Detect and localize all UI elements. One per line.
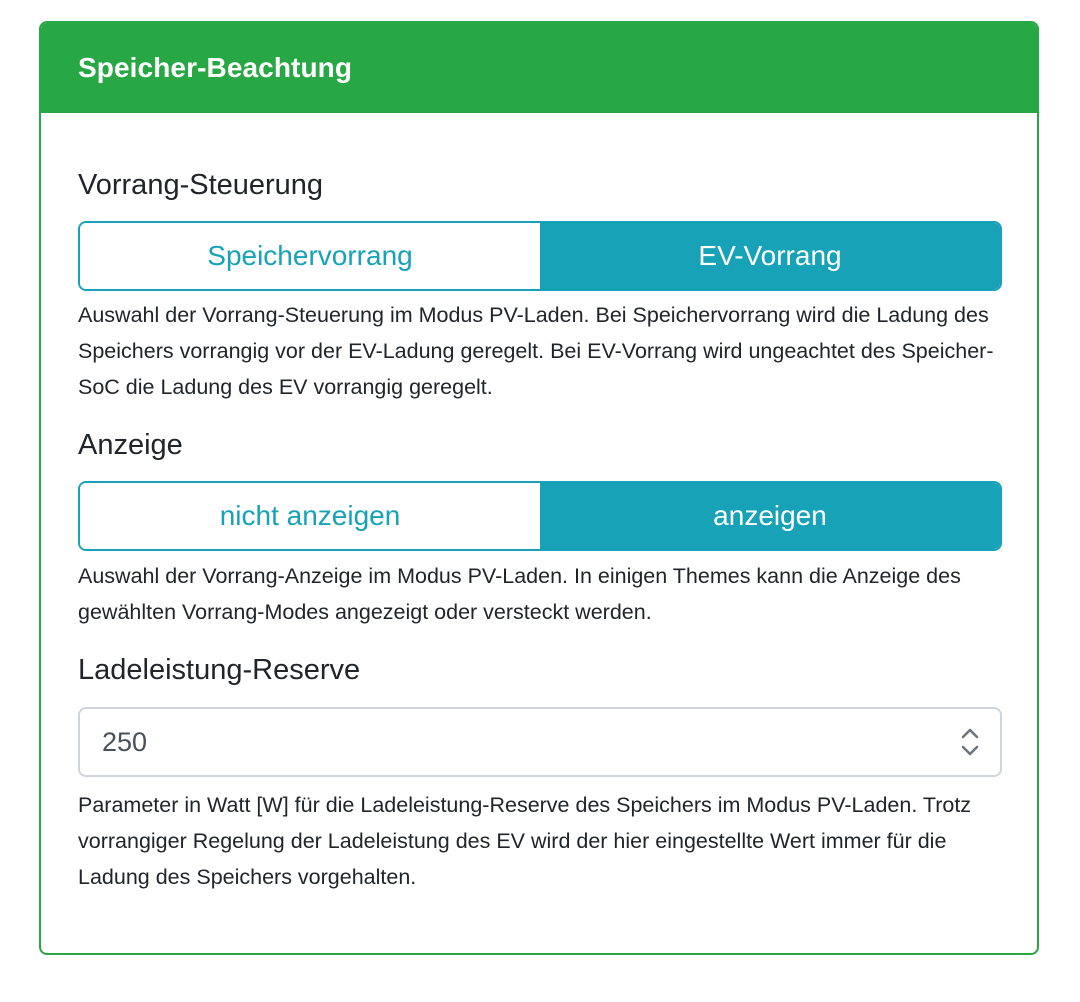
display-option-show-button[interactable]: anzeigen: [540, 483, 1000, 549]
priority-toggle-group: [78, 221, 1002, 291]
reserve-number-input[interactable]: [78, 707, 1002, 777]
settings-card: [39, 21, 1039, 955]
priority-option-ev-button[interactable]: EV-Vorrang: [540, 223, 1000, 289]
display-toggle-group: [78, 481, 1002, 551]
card-title: Speicher-Beachtung: [78, 52, 353, 83]
up-down-chevron-icon[interactable]: [940, 709, 1000, 775]
display-help-text: Auswahl der Vorrang-Anzeige im Modus PV-Laden. In einigen Themes kann die Anzeige des gewählten Vorrang-Modes angezeigt oder versteckt werden.: [78, 564, 961, 624]
priority-option-storage-button[interactable]: Speichervorrang: [80, 223, 540, 289]
card-header: [41, 23, 1037, 113]
display-label: Anzeige: [78, 429, 183, 461]
priority-label: Vorrang-Steuerung: [78, 169, 324, 201]
display-option-hide-button[interactable]: nicht anzeigen: [80, 483, 540, 549]
priority-help-text: Auswahl der Vorrang-Steuerung im Modus PV-Laden. Bei Speichervorrang wird die Ladung des Speichers vorrangig vor der EV-Ladung geregelt. Bei EV-Vorrang wird ungeachtet des Speicher-SoC die Ladung des EV vorrangig geregelt.: [78, 303, 994, 399]
reserve-help-text: Parameter in Watt [W] für die Ladeleistung-Reserve des Speichers im Modus PV-Laden. Trotz vorrangiger Regelung der Ladeleistung des EV wird der hier eingestellte Wert immer für die Ladung des Speichers vorgehalten.: [78, 793, 972, 889]
reserve-value: 250: [102, 726, 148, 757]
reserve-label: Ladeleistung-Reserve: [78, 654, 361, 686]
